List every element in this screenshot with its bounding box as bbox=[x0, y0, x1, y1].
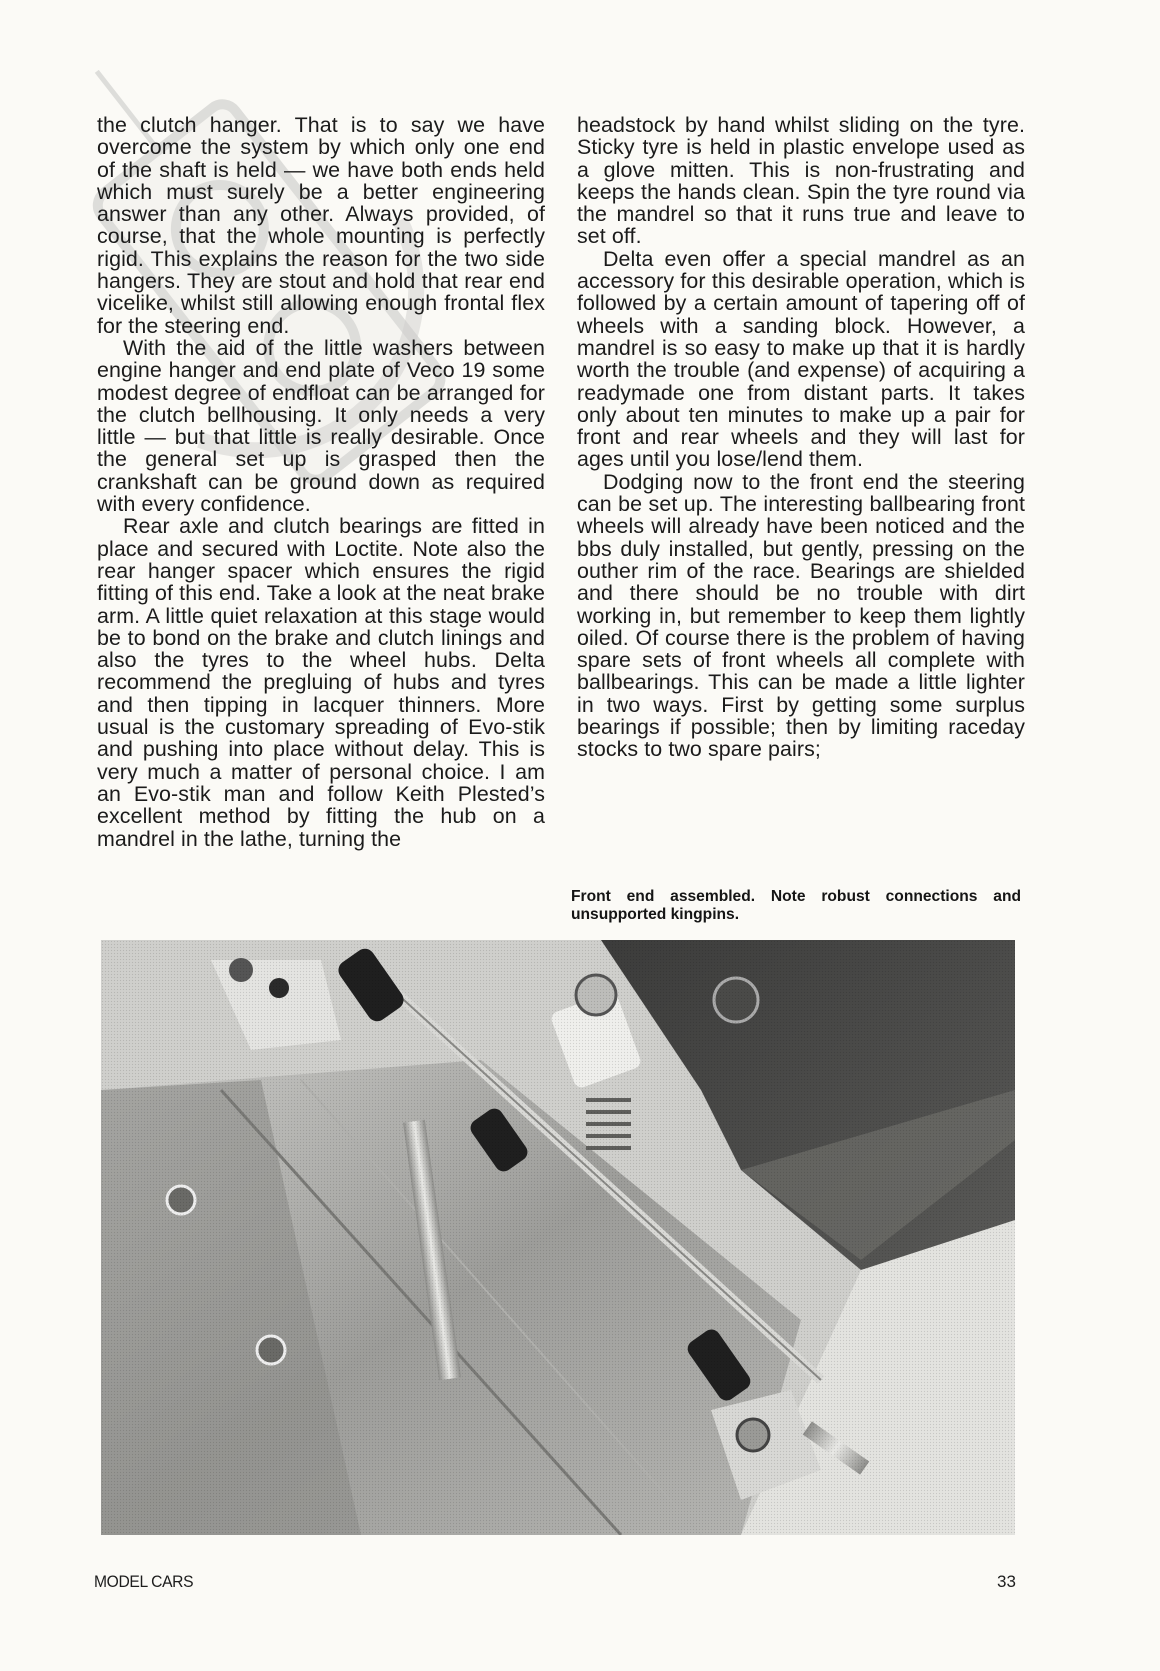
article-photo bbox=[101, 940, 1015, 1535]
article-paragraph: headstock by hand whilst sliding on the tyre. Sticky tyre is held in plastic envelope used as a glove mitten. This is non-frustrating and keeps the hands clean. Spin the tyre round via the mandrel so that it runs true and leave to set off. bbox=[577, 113, 1025, 249]
page-number: 33 bbox=[997, 1572, 1016, 1591]
article-column-right bbox=[577, 114, 1025, 761]
article-paragraph: Delta even offer a special mandrel as an accessory for this desirable operation, which is followed by a certain amount of tapering off of wheels with a sanding block. However, a mandrel is so easy to make up that it is hardly worth the trouble (and expense) of acquiring a readymade one from distant parts. It takes only about ten minutes to make up a pair for front and rear wheels and they will last for ages until you lose/lend them. bbox=[577, 246, 1025, 472]
article-paragraph: the clutch hanger. That is to say we have overcome the system by which only one end of the shaft is held — we have both ends held which must surely be a better engineering answer than any other. Always provided, of course, that the whole mounting is perfectly rigid. This explains the reason for the two side hangers. They are stout and hold that rear end vicelike, whilst still allowing enough frontal flex for the steering end. bbox=[97, 113, 545, 338]
article-paragraph: Rear axle and clutch bearings are fitted in place and secured with Loctite. Note also the rear hanger spacer which ensures the rigid fitting of this end. Take a look at the neat brake arm. A little quiet relaxation at this stage would be to bond on the brake and clutch linings and also the tyres to the wheel hubs. Delta recommend the pregluing of hubs and tyres and then tipping in lacquer thinners. More usual is the customary spreading of Evo-stik and pushing into place without delay. This is very much a matter of personal choice. I am an Evo-stik man and follow Keith Plested’s excellent method by fitting the hub on a mandrel in the lathe, turning the bbox=[97, 514, 545, 851]
steering-assembly-photo bbox=[101, 940, 1015, 1535]
article-paragraph: With the aid of the little washers between engine hanger and end plate of Veco 19 some modest degree of endfloat can be arranged for the clutch bellhousing. It only needs a very little — but that little is really desirable. Once the general set up is grasped then the crankshaft can be ground down as required with every confidence. bbox=[97, 335, 545, 517]
article-column-left bbox=[97, 114, 545, 850]
photo-caption: Front end assembled. Note robust connections and unsupported kingpins. bbox=[571, 888, 1021, 923]
article-paragraph: Dodging now to the front end the steering can be set up. The interesting ballbearing front wheels will already have been noticed and the bbs duly installed, but gently, pressing on the outher rim of the race. Bearings are shielded and there should be no trouble with dirt working in, but remember to keep them lightly oiled. Of course there is the problem of having spare sets of front wheels all complete with ballbearings. This can be made a little lighter in two ways. First by getting some surplus bearings if possible; then by limiting raceday stocks to two spare pairs; bbox=[577, 469, 1025, 762]
publication-name: MODEL CARS bbox=[94, 1572, 194, 1591]
